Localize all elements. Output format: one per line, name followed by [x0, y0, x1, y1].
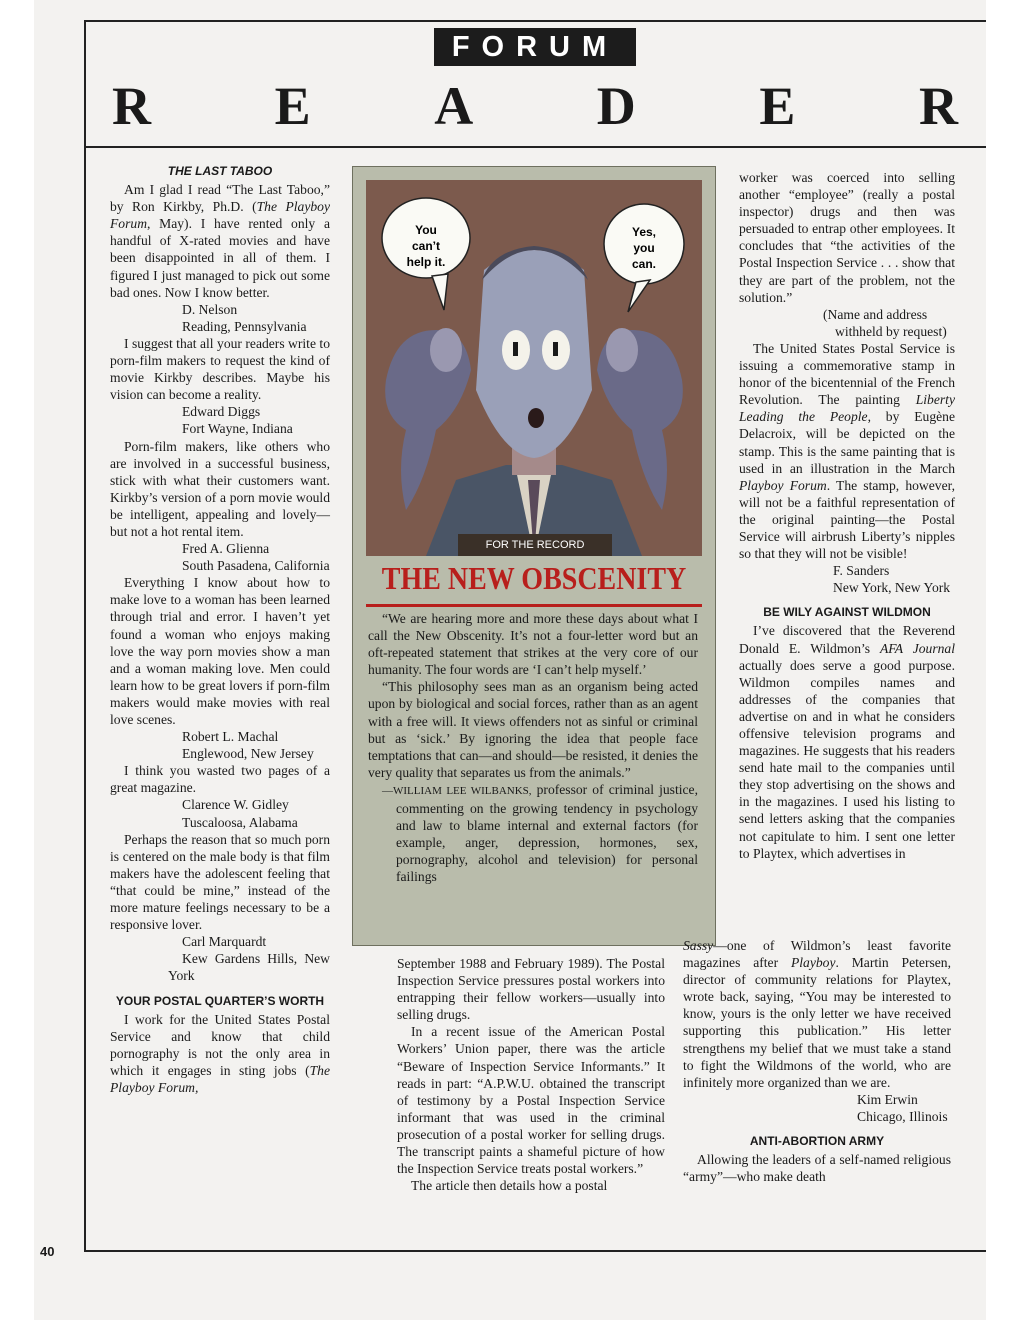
illustration-svg	[366, 180, 702, 556]
letter-diggs: I suggest that all your readers write to porn-film makers to request the kind of movie Kirkby describes. Maybe his vision can become a reality.	[110, 335, 330, 403]
title-underline	[366, 604, 702, 607]
signature-name: D. Nelson	[182, 301, 238, 317]
letter-stamp: The United States Postal Service is issuing a commemorative stamp in honor of the bicentennial of the French Revolution. The painting Liberty Leading the People, by Eugène Delacroix, will be depicted on the stamp. This is the same painting that is used in an illustration in the March Playboy Forum. The stamp, however, will not be a faithful representation of the original painting—the Postal Service will airbrush Liberty’s nipples so that they will not be visible!	[739, 340, 955, 562]
reader-letter: R	[918, 76, 958, 136]
letter-glienna: Porn-film makers, like others who are involved in a successful business, stick with what their customers want. Kirkby’s version of a porn movie would be intelligent, appealing and lovely—but not a hot rental item.	[110, 438, 330, 539]
letter-postal-paragraph: The article then details how a postal	[411, 1178, 608, 1194]
letter-wildmon-continued: Sassy—one of Wildmon’s least favorite magazines after Playboy. Martin Petersen, director of community relations for Playtex, wrote back, saying, “You may be interested to know, yours is the only letter we have received supporting this publication.” His letter strengthens my belief that we must take a stand to fight the Wildmons of the world, who are infinitely more organized than we are.	[683, 938, 951, 1090]
reader-letter: E	[274, 76, 311, 136]
signature-place: Kew Gardens Hills, New York	[168, 951, 330, 984]
letter-postal-continued: September 1988 and February 1989). The Postal Inspection Service pressures postal workers into entrapping their fellow workers—usually into selling drugs.	[397, 956, 665, 1023]
heading-last-taboo: THE LAST TABOO	[167, 164, 273, 178]
letter-postal-end: worker was coerced into selling another “employee” (really a postal inspector) drugs and then was persuaded to entrap other employees. It concludes that “the activities of the Postal Inspection Service . . . show that they are part of the problem, not the solution.”	[739, 170, 955, 305]
reader-heading	[112, 74, 958, 138]
signature-place: New York, New York	[833, 580, 951, 596]
page-number: 40	[40, 1244, 55, 1259]
signature-name: Carl Marquardt	[182, 934, 267, 950]
signature-name: Fred A. Glienna	[182, 541, 270, 557]
reader-letter: A	[434, 76, 474, 136]
sidebar-paragraph: “We are hearing more and more these days about what I call the New Obscenity. It’s not a four-letter word but an oft-repeated statement that strikes at the very core of our humanity. The four words are ‘I can’t help myself.’	[368, 611, 698, 678]
letter-postal-paragraph: In a recent issue of the American Postal Workers’ Union paper, there was the article “Beware of Inspection Service Informants.” It reads in part: “A.P.W.U. obtained the transcript of testimony by a Postal Inspection Service informant that was used in the criminal prosecution of a postal worker for selling drugs. The transcript paints a shameful picture of how the Inspection Service treats postal workers.”	[397, 1024, 665, 1177]
heading-anti-abortion: ANTI-ABORTION ARMY	[749, 1134, 885, 1149]
illustration-man-with-voices	[366, 180, 702, 556]
header-rule	[84, 146, 986, 148]
reader-letter: E	[759, 76, 796, 136]
sidebar-text	[368, 610, 698, 886]
letter-nelson: Am I glad I read “The Last Taboo,” by Ron Kirkby, Ph.D. (The Playboy Forum, May). I have rented only a handful of X-rated movies and have been disappointed in all of them. I figured I just managed to pick out some bad ones. Now I know better.	[110, 182, 331, 300]
letters-column-3-top	[739, 169, 955, 862]
signature-place: Tuscaloosa, Alabama	[182, 814, 298, 830]
reader-letter: R	[112, 76, 151, 136]
bubble-right-line: Yes,	[631, 225, 657, 239]
letters-column-3-bottom	[683, 937, 951, 1185]
frame-bottom-rule	[84, 1250, 986, 1252]
sidebar-attribution: —WILLIAM LEE WILBANKS, professor of criminal justice, commenting on the growing tendency in psychology and law to blame internal and external factors (for example, anger, depression, hormones, sex, pornography, alcohol and television) for personal failings	[382, 781, 698, 885]
signature-place: Reading, Pennsylvania	[182, 318, 307, 334]
reader-letter: D	[596, 76, 636, 136]
frame-top-rule	[84, 20, 986, 22]
bubble-right-line: can.	[631, 257, 657, 271]
signature-name: Edward Diggs	[182, 404, 261, 420]
signature-place: Chicago, Illinois	[857, 1108, 948, 1124]
signature-name: Clarence W. Gidley	[182, 797, 289, 813]
letter-anti-abortion: Allowing the leaders of a self-named religious “army”—who make death	[683, 1152, 951, 1185]
letter-machal: Everything I know about how to make love to a woman has been learned through trial and error. I haven’t yet found a woman who enjoys making love the way porn movies show a man and a woman making love. Men could learn how to be great lovers if porn-film makers would make movies with real love scenes.	[110, 575, 330, 727]
letter-gidley: I think you wasted two pages of a great magazine.	[110, 763, 330, 796]
signature-name: Robert L. Machal	[182, 729, 279, 745]
forum-section-label: FORUM	[434, 28, 636, 66]
signature-place: South Pasadena, California	[182, 558, 330, 574]
sidebar-title: THE NEW OBSCENITY	[381, 561, 687, 598]
letter-wildmon: I’ve discovered that the Reverend Donald E. Wildmon’s AFA Journal actually does serve a good purpose. Wildmon compiles names and addresses of the companies that advertise on and in what he considers offensive television programs and magazines. He suggests that his readers send hate mail to the companies until they stop advertising on the shows and in the magazines. I used his listing to send letters asking that the companies not capitulate to him. I sent one letter to Playtex, which advertises in	[739, 623, 955, 861]
signature-place: Fort Wayne, Indiana	[182, 421, 293, 437]
signature-name: (Name and address	[823, 306, 928, 322]
bubble-left-line: can’t	[411, 239, 441, 253]
frame-left-rule	[84, 20, 86, 1252]
sidebar-paragraph: “This philosophy sees man as an organism being acted upon by biological and social forces, rather than as an agent with a free will. It views offenders not as sinful or criminal but as ‘sick.’ By ignoring the idea that people face temptations that can—and should—be resisted, it denies the very quality that separates us from the animals.”	[368, 679, 698, 780]
heading-wildmon: BE WILY AGAINST WILDMON	[763, 605, 931, 620]
signature-place: withheld by request)	[835, 323, 947, 339]
heading-postal-quarter: YOUR POSTAL QUARTER’S WORTH	[115, 993, 325, 1008]
letters-column-2	[397, 955, 665, 1194]
letters-column-1	[110, 163, 330, 1096]
for-the-record-label: FOR THE RECORD	[458, 534, 612, 556]
bubble-right-line: you	[633, 241, 655, 255]
bubble-left-line: help it.	[406, 255, 446, 269]
signature-place: Englewood, New Jersey	[182, 746, 314, 762]
signature-name: Kim Erwin	[857, 1091, 918, 1107]
bubble-left-line: You	[415, 223, 437, 237]
signature-name: F. Sanders	[833, 563, 890, 579]
letter-postal-start: I work for the United States Postal Service and know that child pornography is not the only area in which it engages in sting jobs (The Playboy Forum,	[110, 1011, 330, 1095]
letter-marquardt: Perhaps the reason that so much porn is centered on the male body is that film makers have the adolescent feeling that “that could be mine,” instead of the more mature feelings necessary to be a responsive lover.	[110, 831, 330, 933]
